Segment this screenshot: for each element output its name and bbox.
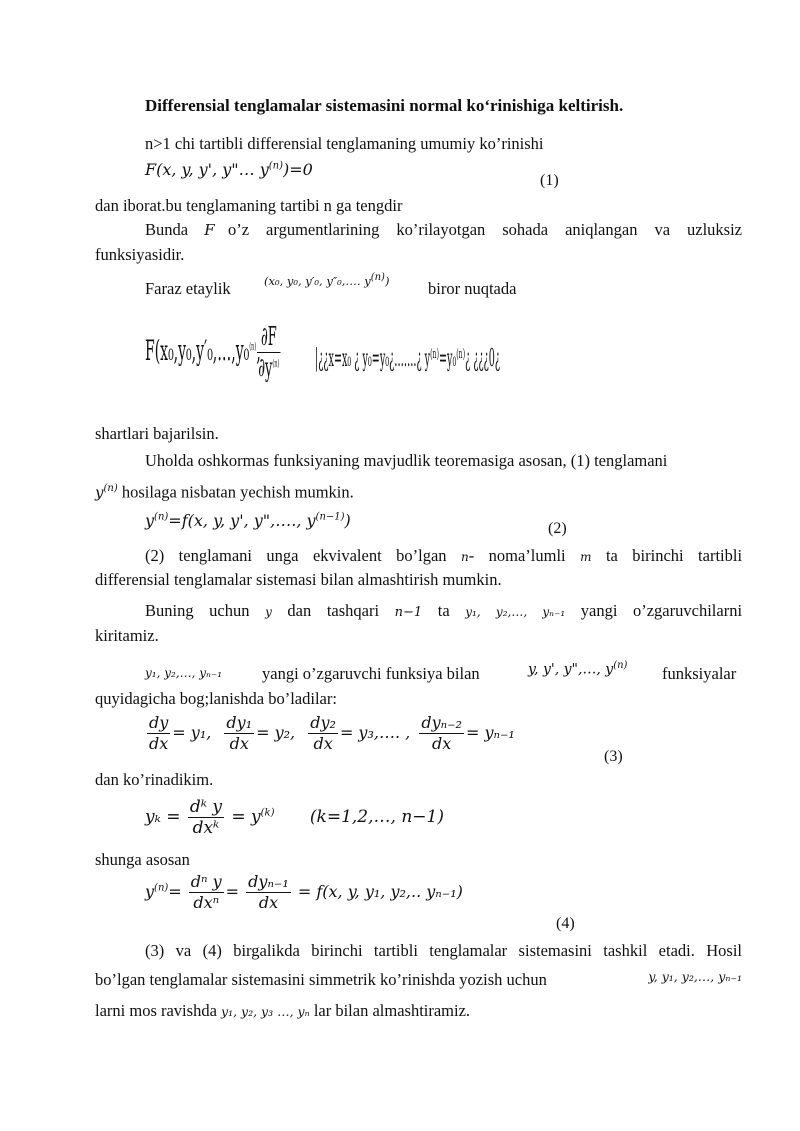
- paragraph-symmetric: bo’lgan tenglamalar sistemasini simmetrik ko’rinishda yozish uchun y, y₁, y₂,…, yₙ₋₁: [95, 969, 742, 989]
- equation-2: $y^{(n)}=f(x$, y, y', y",…., $y^{(n-1)}$): [145, 511, 351, 530]
- paragraph-relation-line: quyidagicha bog;lanishda bo’ladilar:: [95, 689, 337, 708]
- functions-list: y, y', y",…, $y^{(n)}$: [528, 660, 628, 678]
- section-title: Differensial tenglamalar sistemasini normal ko‘rinishiga keltirish.: [145, 96, 624, 115]
- condition-function: F(x₀,y₀,y′₀,…,y₀$^{(n)}$,: [145, 334, 261, 367]
- equation-4-number: (4): [556, 915, 575, 932]
- paragraph-bunda-end: funksiyasidir.: [95, 245, 185, 264]
- equation-k-derivative: yₖ = $\frac{\text{dᵏ y}}{\text{dxᵏ}}$ = $y^{(k)}$ (k=1,2,…, n−1): [145, 797, 444, 838]
- paragraph-equivalent-end: differensial tenglamalar sistemasi bilan almashtirish mumkin.: [95, 570, 502, 589]
- variables-list: y₁, y₂,…, yₙ₋₁: [145, 666, 223, 680]
- paragraph-system: (3) va (4) birgalikda birinchi tartibli tenglamalar sistemasini tashkil etadi. Hosil: [145, 941, 742, 960]
- paragraph-hence: shunga asosan: [95, 850, 190, 869]
- paragraph-derivative: $y^{(n)}$ hosilaga nisbatan yechish mumkin.: [95, 482, 354, 502]
- paragraph-observe: dan ko’rinadikim.: [95, 770, 214, 789]
- condition-partial: ∂F $\partial y^{(n)}$: [258, 322, 280, 383]
- paragraph-relation-end: funksiyalar: [662, 664, 737, 683]
- equation-4: $y^{(n)}=$ $\frac{\text{dⁿ y}}{\text{dxⁿ}}$ = $\frac{\text{dyₙ₋₁}}{dx}$ = f(x, y, y₁, y₂,.. yₙ₋₁): [145, 872, 463, 912]
- paragraph-theorem: Uholda oshkormas funksiyaning mavjudlik teoremasiga asosan, (1) tenglamani: [145, 451, 668, 470]
- equation-1-number: (1): [540, 172, 559, 189]
- fraction: $\frac{\text{dⁿ y}}{\text{dxⁿ}}$: [190, 872, 222, 912]
- paragraph-equivalent: (2) tenglamani unga ekvivalent bo’lgan n- noma’lumli m ta birinchi tartibli: [145, 546, 743, 565]
- condition-formula: [145, 322, 605, 417]
- fraction: $\frac{\text{dy₂}}{dx}$: [310, 713, 336, 753]
- paragraph-faraz: Faraz etaylik: [145, 279, 231, 298]
- paragraph-bunda-rest: o’z argumentlarining ko’rilayotgan sohada aniqlangan va uzluksiz: [228, 220, 742, 239]
- equation-1: F(x, y, y', y"… $y^{(n)})=0$: [145, 160, 313, 179]
- equation-3-number: (3): [604, 748, 623, 765]
- fraction: $\frac{dy}{dx}$: [149, 713, 169, 753]
- paragraph-new-variables-end: kiritamiz.: [95, 626, 159, 645]
- condition-evaluated: |¿¿x=x₀ ¿ y₀=y₀¿…….¿ y⁽ⁿ⁾=y₀⁽ⁿ⁾¿ ¿¿¿0¿: [315, 344, 501, 372]
- fraction: $\frac{\text{dyₙ₋₂}}{dx}$: [421, 713, 462, 753]
- paragraph-replace: larni mos ravishda y₁, y₂, y₃ …, yₙ lar bilan almashtiramiz.: [95, 1001, 471, 1020]
- equation-3: $\frac{dy}{dx}$ = y₁, $\frac{\text{dy₁}}{dx}$ = y₂, $\frac{\text{dy₂}}{dx}$ = y₃,…. , $\frac{\text{dyₙ₋₂}}{dx}$ = yₙ₋₁: [149, 713, 515, 753]
- paragraph-order: dan iborat.bu tenglamaning tartibi n ga tengdir: [95, 196, 403, 215]
- point-tuple: (x₀, y₀, y′₀, y″₀,…. y(n)): [264, 272, 390, 288]
- paragraph-new-variables: Buning uchun y dan tashqari n−1 ta y₁, y₂,…, yₙ₋₁ yangi o’zgaruvchilarni: [145, 601, 743, 620]
- paragraph-conditions: shartlari bajarilsin.: [95, 424, 219, 443]
- intro-line: n>1 chi tartibli differensial tenglamaning umumiy ko’rinishi: [145, 134, 544, 153]
- paragraph-faraz-end: biror nuqtada: [428, 279, 517, 298]
- fraction: $\frac{\text{dyₙ₋₁}}{dx}$: [248, 872, 289, 912]
- paragraph-relation: yangi o’zgaruvchi funksiya bilan: [262, 664, 480, 683]
- fraction: $\frac{\text{dy₁}}{dx}$: [226, 713, 253, 753]
- paragraph-bunda: Bunda F: [145, 220, 215, 239]
- equation-2-number: (2): [548, 520, 567, 537]
- fraction: $\frac{\text{dᵏ y}}{\text{dxᵏ}}$: [189, 797, 222, 838]
